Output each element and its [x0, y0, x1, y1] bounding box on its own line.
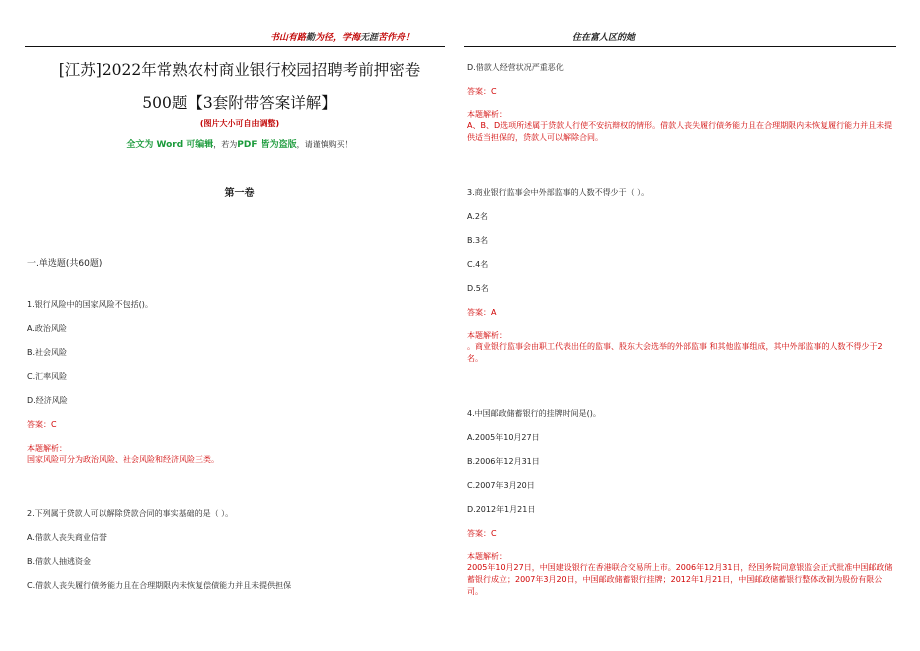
left-column	[27, 54, 452, 591]
option-a: A.2名	[467, 212, 488, 221]
question-stem: 1.银行风险中的国家风险不包括()。	[27, 300, 153, 309]
option-c: C.4名	[467, 260, 489, 269]
doc-title-line1: [江苏]2022年常熟农村商业银行校园招聘考前押密卷	[58, 61, 421, 79]
option-c: C.汇率风险	[27, 372, 68, 381]
option-b: B.3名	[467, 236, 489, 245]
option-a: A.政治风险	[27, 324, 67, 333]
explanation-text: 国家风险可分为政治风险、社会风险和经济风险三类。	[27, 455, 219, 464]
explanation-text: A、B、D选项所述属于贷款人行使不安抗辩权的情形。借款人丧失履行债务能力且在合理期限内未恢复履行能力并且未提供适当担保的，贷款人可以解除合同。	[467, 121, 893, 142]
question-3	[467, 187, 897, 365]
explanation-label: 本题解析：	[467, 331, 507, 340]
doc-title-line2: 500题【3套附带答案详解】	[142, 94, 337, 112]
explanation-label: 本题解析：	[467, 110, 507, 119]
question-stem: 2.下列属于贷款人可以解除贷款合同的事实基础的是（ ）。	[27, 509, 234, 518]
part-title: 第一卷	[224, 188, 255, 199]
question-4	[467, 408, 897, 598]
section-title: 一.单选题(共60题)	[27, 259, 103, 269]
option-c: C.借款人丧失履行债务能力且在合理期限内未恢复偿债能力并且未提供担保	[27, 581, 292, 590]
answer: 答案：A	[467, 308, 497, 317]
option-c: C.2007年3月20日	[467, 481, 535, 490]
explanation-label: 本题解析：	[467, 552, 507, 561]
option-d: D.2012年1月21日	[467, 505, 536, 514]
question-1	[27, 299, 452, 466]
header-rule-right	[464, 46, 896, 47]
header-rule-left	[25, 46, 445, 47]
header-author: 住在富人区的她	[572, 33, 636, 43]
question-2	[27, 508, 452, 591]
explanation-text: 。商业银行监事会由职工代表出任的监事、股东大会选举的外部监事 和其他监事组成，其中外部监事的人数不得少于2名。	[467, 342, 883, 363]
doc-title	[27, 54, 452, 120]
option-d: D.借款人经营状况严重恶化	[467, 63, 564, 72]
answer: 答案：C	[467, 87, 497, 96]
question-stem: 3.商业银行监事会中外部监事的人数不得少于（ ）。	[467, 188, 650, 197]
question-stem: 4.中国邮政储蓄银行的挂牌时间是()。	[467, 409, 601, 418]
option-a: A.2005年10月27日	[467, 433, 540, 442]
explanation-text: 2005年10月27日，中国建设银行在香港联合交易所上市。2006年12月31日，经国务院同意银监会正式批准中国邮政储蓄银行成立；2007年3月20日，中国邮政储蓄银行挂牌；2012年1月21日，中国邮政储蓄银行整体改制为股份有限公司。	[467, 563, 893, 596]
header-motto: 书山有路勤为径，学海无涯苦作舟！	[270, 33, 415, 43]
right-column	[467, 62, 897, 598]
answer: 答案：C	[27, 420, 57, 429]
option-a: A.借款人丧失商业信誉	[27, 533, 107, 542]
option-d: D.5名	[467, 284, 489, 293]
option-b: B.借款人抽逃资金	[27, 557, 92, 566]
option-d: D.经济风险	[27, 396, 68, 405]
option-b: B.社会风险	[27, 348, 68, 357]
explanation-label: 本题解析：	[27, 444, 67, 453]
size-note: (图片大小可自由调整)	[199, 119, 280, 128]
answer: 答案：C	[467, 529, 497, 538]
option-b: B.2006年12月31日	[467, 457, 540, 466]
edit-notice: 全文为 Word 可编辑，若为PDF 皆为盗版，请谨慎购买！	[126, 140, 353, 150]
question-2-continued	[467, 62, 897, 144]
